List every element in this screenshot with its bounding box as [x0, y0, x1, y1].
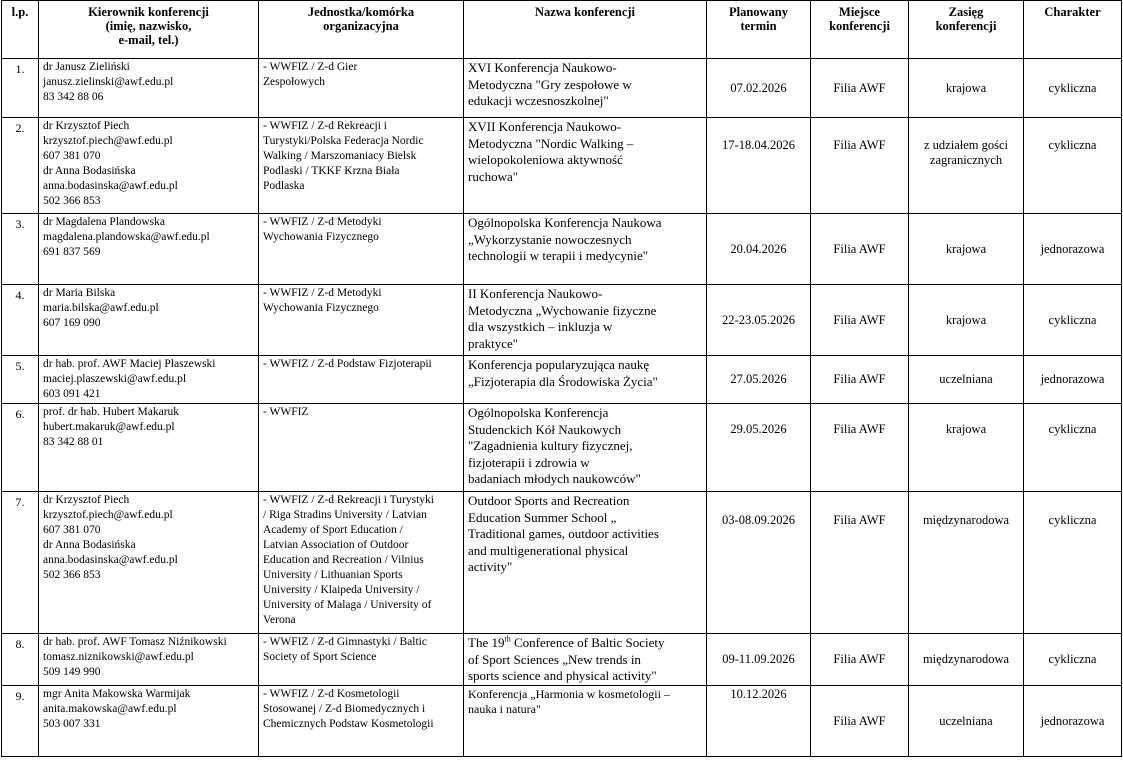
- header-scope: Zasięg konferencji: [909, 1, 1024, 59]
- header-row: [2, 1, 1122, 59]
- date-cell: 29.05.2026: [707, 404, 811, 492]
- table-row: [2, 59, 1122, 118]
- date-cell: 20.04.2026: [707, 214, 811, 285]
- manager-cell: dr hab. prof. AWF Tomasz Niźnikowski tomasz.niznikowski@awf.edu.pl 509 149 990: [39, 634, 259, 686]
- type-cell: cykliczna: [1024, 404, 1122, 492]
- type-cell: jednorazowa: [1024, 214, 1122, 285]
- unit-cell: - WWFIZ / Z-d Metodyki Wychowania Fizycznego: [259, 214, 464, 285]
- header-name: Nazwa konferencji: [464, 1, 707, 59]
- conference-table: [1, 0, 1122, 757]
- row-number: 3.: [2, 214, 39, 285]
- row-number: 9.: [2, 686, 39, 757]
- type-cell: cykliczna: [1024, 59, 1122, 118]
- header-date: Planowany termin: [707, 1, 811, 59]
- conference-name-cell: II Konferencja Naukowo- Metodyczna „Wychowanie fizyczne dla wszystkich – inkluzja w praktyce": [464, 285, 707, 356]
- scope-cell: z udziałem gości zagranicznych: [909, 118, 1024, 214]
- manager-cell: dr hab. prof. AWF Maciej Płaszewski maciej.plaszewski@awf.edu.pl 603 091 421: [39, 356, 259, 404]
- table-row: [2, 285, 1122, 356]
- manager-cell: prof. dr hab. Hubert Makaruk hubert.makaruk@awf.edu.pl 83 342 88 01: [39, 404, 259, 492]
- date-cell: 10.12.2026: [707, 686, 811, 757]
- row-number: 8.: [2, 634, 39, 686]
- type-cell: cykliczna: [1024, 492, 1122, 634]
- date-cell: 09-11.09.2026: [707, 634, 811, 686]
- manager-cell: mgr Anita Makowska Warmijak anita.makowska@awf.edu.pl 503 007 331: [39, 686, 259, 757]
- header-manager: Kierownik konferencji (imię, nazwisko, e-mail, tel.): [39, 1, 259, 59]
- scope-cell: krajowa: [909, 214, 1024, 285]
- manager-cell: dr Krzysztof Piech krzysztof.piech@awf.edu.pl 607 381 070 dr Anna Bodasińska anna.bodasinska@awf.edu.pl 502 366 853: [39, 118, 259, 214]
- date-cell: 17-18.04.2026: [707, 118, 811, 214]
- scope-cell: krajowa: [909, 285, 1024, 356]
- unit-cell: - WWFIZ / Z-d Gier Zespołowych: [259, 59, 464, 118]
- place-cell: Filia AWF: [811, 285, 909, 356]
- date-cell: 07.02.2026: [707, 59, 811, 118]
- conference-name-cell: Konferencja popularyzująca naukę „Fizjoterapia dla Środowiska Życia": [464, 356, 707, 404]
- place-cell: Filia AWF: [811, 59, 909, 118]
- table-row: [2, 118, 1122, 214]
- table-row: [2, 356, 1122, 404]
- date-cell: 03-08.09.2026: [707, 492, 811, 634]
- row-number: 4.: [2, 285, 39, 356]
- conference-name-cell: Ogólnopolska Konferencja Studenckich Kół Naukowych "Zagadnienia kultury fizycznej, fizjoterapii i zdrowia w badaniach młodych naukowców": [464, 404, 707, 492]
- conference-name-cell: XVII Konferencja Naukowo- Metodyczna "Nordic Walking – wielopokoleniowa aktywność ruchowa": [464, 118, 707, 214]
- unit-cell: - WWFIZ / Z-d Kosmetologii Stosowanej / Z-d Biomedycznych i Chemicznych Podstaw Kosmetologii: [259, 686, 464, 757]
- manager-cell: dr Janusz Zieliński janusz.zielinski@awf.edu.pl 83 342 88 06: [39, 59, 259, 118]
- manager-cell: dr Krzysztof Piech krzysztof.piech@awf.edu.pl 607 381 070 dr Anna Bodasińska anna.bodasinska@awf.edu.pl 502 366 853: [39, 492, 259, 634]
- place-cell: Filia AWF: [811, 492, 909, 634]
- header-place: Miejsce konferencji: [811, 1, 909, 59]
- row-number: 6.: [2, 404, 39, 492]
- unit-cell: - WWFIZ / Z-d Podstaw Fizjoterapii: [259, 356, 464, 404]
- unit-cell: - WWFIZ / Z-d Rekreacji i Turystyki/Polska Federacja Nordic Walking / Marszomaniacy Bielsk Podlaski / TKKF Krzna Biała Podlaska: [259, 118, 464, 214]
- conference-name-cell: Konferencja „Harmonia w kosmetologii – nauka i natura": [464, 686, 707, 757]
- type-cell: jednorazowa: [1024, 356, 1122, 404]
- table-row: [2, 634, 1122, 686]
- manager-cell: dr Magdalena Plandowska magdalena.plandowska@awf.edu.pl 691 837 569: [39, 214, 259, 285]
- row-number: 7.: [2, 492, 39, 634]
- header-type: Charakter: [1024, 1, 1122, 59]
- manager-cell: dr Maria Bilska maria.bilska@awf.edu.pl 607 169 090: [39, 285, 259, 356]
- scope-cell: uczelniana: [909, 356, 1024, 404]
- row-number: 5.: [2, 356, 39, 404]
- header-lp: l.p.: [2, 1, 39, 59]
- unit-cell: - WWFIZ / Z-d Gimnastyki / Baltic Society of Sport Science: [259, 634, 464, 686]
- header-unit: Jednostka/komórka organizacyjna: [259, 1, 464, 59]
- table-row: [2, 404, 1122, 492]
- scope-cell: krajowa: [909, 404, 1024, 492]
- place-cell: Filia AWF: [811, 404, 909, 492]
- type-cell: jednorazowa: [1024, 686, 1122, 757]
- scope-cell: międzynarodowa: [909, 492, 1024, 634]
- unit-cell: - WWFIZ / Z-d Metodyki Wychowania Fizycznego: [259, 285, 464, 356]
- type-cell: cykliczna: [1024, 634, 1122, 686]
- place-cell: Filia AWF: [811, 634, 909, 686]
- conference-name-cell: The 19th Conference of Baltic Society of Sport Sciences „New trends in sports science and physical activity": [464, 634, 707, 686]
- table-row: [2, 214, 1122, 285]
- unit-cell: - WWFIZ: [259, 404, 464, 492]
- scope-cell: krajowa: [909, 59, 1024, 118]
- place-cell: Filia AWF: [811, 118, 909, 214]
- scope-cell: międzynarodowa: [909, 634, 1024, 686]
- place-cell: Filia AWF: [811, 686, 909, 757]
- conference-name-cell: Ogólnopolska Konferencja Naukowa „Wykorzystanie nowoczesnych technologii w terapii i medycynie": [464, 214, 707, 285]
- date-cell: 27.05.2026: [707, 356, 811, 404]
- place-cell: Filia AWF: [811, 356, 909, 404]
- conference-name-cell: Outdoor Sports and Recreation Education Summer School „ Traditional games, outdoor activities and multigenerational physical activity": [464, 492, 707, 634]
- type-cell: cykliczna: [1024, 118, 1122, 214]
- type-cell: cykliczna: [1024, 285, 1122, 356]
- row-number: 1.: [2, 59, 39, 118]
- unit-cell: - WWFIZ / Z-d Rekreacji i Turystyki / Riga Stradins University / Latvian Academy of Sport Education / Latvian Association of Outdoor Education and Recreation / Vilnius University / Lithuanian Sports University / Klaipeda University / University of Malaga / University of Verona: [259, 492, 464, 634]
- conference-name-cell: XVI Konferencja Naukowo- Metodyczna "Gry zespołowe w edukacji wczesnoszkolnej": [464, 59, 707, 118]
- scope-cell: uczelniana: [909, 686, 1024, 757]
- row-number: 2.: [2, 118, 39, 214]
- table-row: [2, 686, 1122, 757]
- date-cell: 22-23.05.2026: [707, 285, 811, 356]
- table-row: [2, 492, 1122, 634]
- place-cell: Filia AWF: [811, 214, 909, 285]
